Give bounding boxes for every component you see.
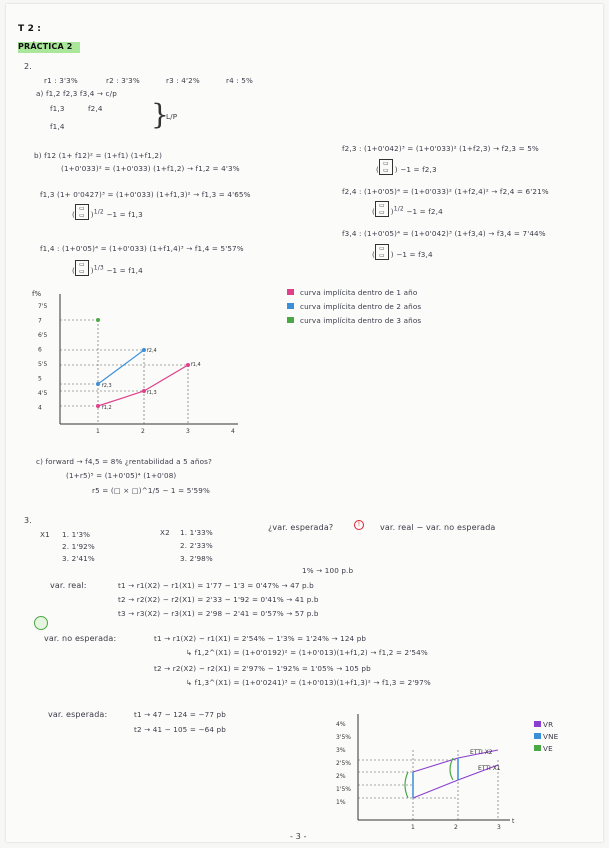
tema-heading: T 2 : bbox=[18, 24, 42, 34]
x1-row-3: 3. 2'41% bbox=[62, 554, 95, 563]
part-b-line-6: (▭ ▭ )$^{1/3}$ −1 = f1,4 bbox=[72, 261, 143, 275]
part-b-line-2: (1+0'033)² = (1+0'033) (1+f1,2) → f1,2 = 4'3% bbox=[61, 164, 240, 173]
vne-row-4: ↳ f1,3^(X1) = (1+0'0241)³ = (1+0'013)(1+f1,3)² → f1,3 = 2'97% bbox=[186, 678, 431, 687]
chart1-y-tick-7: 4 bbox=[38, 404, 42, 412]
chart1-y-tick-4: 5'5 bbox=[38, 361, 48, 368]
label-f24: f2,4 bbox=[147, 348, 157, 354]
x1-heading: X1 bbox=[40, 530, 50, 539]
chart1-y-tick-5: 5 bbox=[38, 375, 42, 383]
chart2-y-tick-4: 2% bbox=[336, 773, 346, 780]
flower-doodle-icon bbox=[34, 616, 48, 630]
part-b-line-1: b) f12 (1+ f12)² = (1+f1) (1+f1,2) bbox=[34, 151, 163, 160]
chart1-ylabel: f% bbox=[32, 290, 42, 298]
point-f14 bbox=[186, 363, 190, 367]
part-b-line-5: f1,4 : (1+0'05)⁴ = (1+0'033) (1+f1,4)³ → f1,4 = 5'57% bbox=[40, 244, 244, 253]
point-f13 bbox=[142, 389, 146, 393]
part-a-line: a) f1,2 f2,3 f3,4 → c/p bbox=[36, 89, 117, 98]
point-f23 bbox=[96, 382, 100, 386]
x2-row-1: 1. 1'33% bbox=[180, 528, 213, 537]
chart1-y-tick-0: 7'5 bbox=[38, 303, 48, 310]
legend-swatch-1 bbox=[287, 289, 294, 295]
label-f13: f1,3 bbox=[147, 390, 157, 396]
part-a-f24: f2,4 bbox=[88, 104, 103, 113]
right-line-3: f2,4 : (1+0'05)⁴ = (1+0'033)² (1+f2,4)² → f2,4 = 6'21% bbox=[342, 187, 549, 196]
chart2-xlabel: t bbox=[512, 818, 515, 825]
question-expected: ¿var. esperada? bbox=[268, 523, 334, 532]
chart1-x-tick-2: 3 bbox=[186, 428, 190, 435]
curly-brace: } bbox=[151, 98, 169, 131]
point-f12 bbox=[96, 404, 100, 408]
legend2-swatch-vne bbox=[534, 733, 541, 739]
legend2-vne: VNE bbox=[543, 732, 559, 741]
chart2-y-tick-2: 3% bbox=[336, 747, 346, 754]
x1-row-1: 1. 1'3% bbox=[62, 530, 91, 539]
label-etti-x2: ETTI X2 bbox=[470, 749, 493, 756]
right-line-2: (▭ ▭ ) −1 = f2,3 bbox=[376, 160, 437, 174]
rate-1: r1 : 3'3% bbox=[44, 76, 78, 85]
point-f34 bbox=[96, 318, 100, 322]
chart2-y-tick-3: 2'5% bbox=[336, 760, 351, 767]
legend2-ve: VE bbox=[543, 744, 553, 753]
fraction-box: ▭ ▭ bbox=[379, 159, 393, 175]
ve-arc-2 bbox=[450, 758, 453, 780]
rate-4: r4 : 5% bbox=[226, 76, 253, 85]
chart2-y-tick-5: 1'5% bbox=[336, 786, 351, 793]
var-real-row-3: t3 → r3(X2) − r3(X1) = 2'98 − 2'41 = 0'57% → 57 p.b bbox=[118, 609, 319, 618]
fraction-box: ▭ ▭ bbox=[75, 260, 89, 276]
part-a-lp: L/P bbox=[166, 112, 178, 121]
chart1-x-tick-3: 4 bbox=[231, 428, 235, 435]
forward-rates-sketch bbox=[28, 286, 258, 436]
part-b-line-3: f1,3 (1+ 0'0427)³ = (1+0'033) (1+f1,3)² → f1,3 = 4'65% bbox=[40, 190, 251, 199]
part-a-f13: f1,3 bbox=[50, 104, 65, 113]
part-c-line-2: (1+r5)⁵ = (1+0'05)⁴ (1+0'08) bbox=[66, 471, 177, 480]
notebook-page bbox=[6, 4, 603, 842]
question-formula: var. real − var. no esperada bbox=[380, 523, 496, 532]
ex3-number: 3. bbox=[24, 516, 32, 525]
curve-2-years bbox=[98, 350, 144, 384]
rate-2: r2 : 3'3% bbox=[106, 76, 140, 85]
var-real-label: var. real: bbox=[50, 581, 87, 590]
rate-3: r3 : 4'2% bbox=[166, 76, 200, 85]
point-f24 bbox=[142, 348, 146, 352]
ve-row-2: t2 → 41 − 105 = −64 pb bbox=[134, 725, 226, 734]
legend-3: curva implícita dentro de 3 años bbox=[300, 316, 422, 325]
chart2-y-tick-0: 4% bbox=[336, 721, 346, 728]
label-f23: f2,3 bbox=[102, 383, 112, 389]
pb-conversion: 1% → 100 p.b bbox=[302, 566, 354, 575]
chart2-y-tick-1: 3'5% bbox=[336, 734, 351, 741]
vne-row-1: t1 → r1(X2) − r1(X1) = 2'54% − 1'3% = 1'24% → 124 pb bbox=[154, 634, 367, 643]
x2-row-3: 3. 2'98% bbox=[180, 554, 213, 563]
part-c-line-3: r5 = (□ × □)^1/5 − 1 = 5'59% bbox=[92, 486, 210, 495]
chart1-x-tick-0: 1 bbox=[96, 428, 100, 435]
var-real-row-1: t1 → r1(X2) − r1(X1) = 1'77 − 1'3 = 0'47% → 47 p.b bbox=[118, 581, 314, 590]
fraction-box: ▭ ▭ bbox=[375, 201, 389, 217]
etti-sketch bbox=[328, 710, 528, 832]
label-etti-x1: ETTI X1 bbox=[478, 765, 501, 772]
chart2-x-tick-2: 3 bbox=[497, 824, 501, 831]
label-f12: f1,2 bbox=[102, 405, 112, 411]
right-line-4: (▭ ▭ )$^{1/2}$ −1 = f2,4 bbox=[372, 202, 443, 216]
right-line-6: (▭ ▭ ) −1 = f3,4 bbox=[372, 245, 433, 259]
part-a-f14: f1,4 bbox=[50, 122, 65, 131]
practica-heading: PRÁCTICA 2 bbox=[18, 42, 73, 51]
chart1-y-tick-6: 4'5 bbox=[38, 390, 48, 397]
ve-row-1: t1 → 47 − 124 = −77 pb bbox=[134, 710, 226, 719]
chart2-x-tick-1: 2 bbox=[454, 824, 458, 831]
chart1-y-tick-1: 7 bbox=[38, 317, 42, 325]
chart1-y-tick-3: 6 bbox=[38, 346, 42, 354]
fraction-box: ▭ ▭ bbox=[75, 204, 89, 220]
legend-2: curva implícita dentro de 2 años bbox=[300, 302, 422, 311]
ex2-number: 2. bbox=[24, 62, 32, 71]
legend2-swatch-vr bbox=[534, 721, 541, 727]
part-b-line-4: (▭ ▭ )$^{1/2}$ −1 = f1,3 bbox=[72, 205, 143, 219]
right-line-5: f3,4 : (1+0'05)⁴ = (1+0'042)³ (1+f3,4) → f3,4 = 7'44% bbox=[342, 229, 546, 238]
chart2-x-tick-0: 1 bbox=[411, 824, 415, 831]
x2-heading: X2 bbox=[160, 528, 170, 537]
part-c-line-1: c) forward → f4,5 = 8% ¿rentabilidad a 5 años? bbox=[36, 457, 212, 466]
vne-row-3: t2 → r2(X2) − r2(X1) = 2'97% − 1'92% = 1'05% → 105 pb bbox=[154, 664, 371, 673]
chart2-y-tick-6: 1% bbox=[336, 799, 346, 806]
label-f14: f1,4 bbox=[191, 362, 201, 368]
vne-row-2: ↳ f1,2^(X1) = (1+0'0192)² = (1+0'013)(1+f1,2) → f1,2 = 2'54% bbox=[186, 648, 428, 657]
var-no-esperada-label: var. no esperada: bbox=[44, 634, 117, 643]
alert-icon: ! bbox=[354, 520, 364, 530]
var-real-row-2: t2 → r2(X2) − r2(X1) = 2'33 − 1'92 = 0'41% → 41 p.b bbox=[118, 595, 319, 604]
legend2-vr: VR bbox=[543, 720, 554, 729]
fraction-box: ▭ ▭ bbox=[375, 244, 389, 260]
var-esperada-label: var. esperada: bbox=[48, 710, 108, 719]
x1-row-2: 2. 1'92% bbox=[62, 542, 95, 551]
legend-swatch-3 bbox=[287, 317, 294, 323]
page-number: - 3 - bbox=[290, 832, 307, 841]
legend-1: curva implícita dentro de 1 año bbox=[300, 288, 418, 297]
right-line-1: f2,3 : (1+0'042)³ = (1+0'033)² (1+f2,3) → f2,3 = 5% bbox=[342, 144, 539, 153]
legend2-swatch-ve bbox=[534, 745, 541, 751]
chart1-y-tick-2: 6'5 bbox=[38, 332, 48, 339]
legend-swatch-2 bbox=[287, 303, 294, 309]
x2-row-2: 2. 2'33% bbox=[180, 541, 213, 550]
chart1-x-tick-1: 2 bbox=[141, 428, 145, 435]
